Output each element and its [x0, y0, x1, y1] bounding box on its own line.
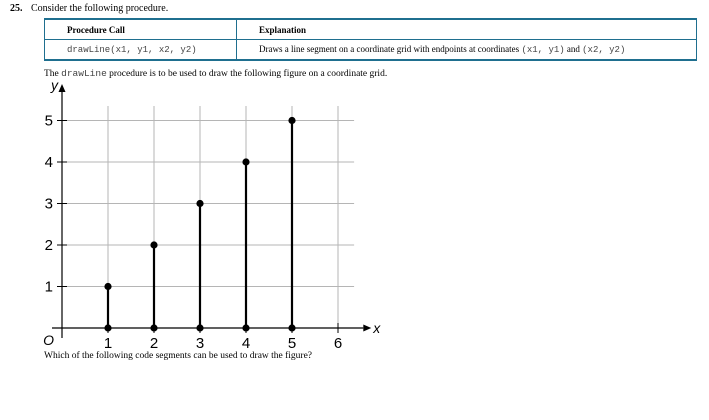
header-procedure-call: Procedure Call [45, 19, 237, 40]
question-prompt: Consider the following procedure. [31, 3, 169, 14]
intro-before: The [44, 69, 59, 79]
segment-5-start-point [288, 324, 295, 331]
intro-code: drawLine [61, 68, 107, 79]
segment-2-start-point [150, 324, 157, 331]
intro-after: procedure is to be used to draw the following figure on a coordinate grid. [109, 69, 388, 79]
segment-4-end-point [242, 158, 249, 165]
procedure-call-code: drawLine(x1, y1, x2, y2) [67, 45, 197, 55]
coord-2-code: (x2, y2) [582, 45, 626, 55]
origin-label: O [43, 332, 54, 348]
x-tick-label-4: 4 [241, 335, 251, 352]
cell-procedure-call [45, 40, 237, 61]
segment-2-end-point [150, 241, 157, 248]
and-word: and [566, 44, 580, 54]
procedure-table [44, 18, 697, 61]
intro-text [44, 68, 387, 79]
question-number: 25. [10, 3, 23, 14]
y-tick-label-3: 3 [44, 195, 53, 213]
followup-question: Which of the following code segments can be used to draw the figure? [44, 351, 313, 361]
coordinate-figure [30, 80, 390, 352]
segment-4-start-point [242, 324, 249, 331]
coord-1-code: (x1, y1) [521, 45, 565, 55]
y-axis-arrow [59, 84, 66, 92]
x-tick-label-1: 1 [103, 335, 113, 352]
segment-3-end-point [196, 200, 203, 207]
y-tick-label-1: 1 [44, 278, 53, 296]
grid-lines [62, 106, 354, 328]
x-tick-label-5: 5 [287, 335, 297, 352]
x-tick-label-3: 3 [195, 335, 205, 352]
segment-1-start-point [104, 324, 111, 331]
x-tick-label-6: 6 [333, 335, 343, 352]
segment-1-end-point [104, 283, 111, 290]
question-header [10, 3, 168, 14]
y-tick-label-4: 4 [44, 154, 53, 171]
segment-5-end-point [288, 117, 295, 124]
table-header-row [45, 19, 697, 40]
cell-explanation [237, 40, 697, 61]
header-explanation: Explanation [237, 19, 697, 40]
axes [52, 84, 371, 338]
y-tick-label-2: 2 [44, 237, 53, 254]
x-axis-label: x [373, 320, 381, 336]
y-tick-label-5: 5 [44, 112, 53, 130]
y-axis-label: y [51, 80, 58, 93]
explanation-text: Draws a line segment on a coordinate grid with endpoints at coordinates [259, 44, 520, 54]
segment-3-start-point [196, 324, 203, 331]
x-axis-arrow [363, 325, 371, 332]
x-tick-label-2: 2 [149, 335, 159, 352]
table-row [45, 40, 697, 61]
